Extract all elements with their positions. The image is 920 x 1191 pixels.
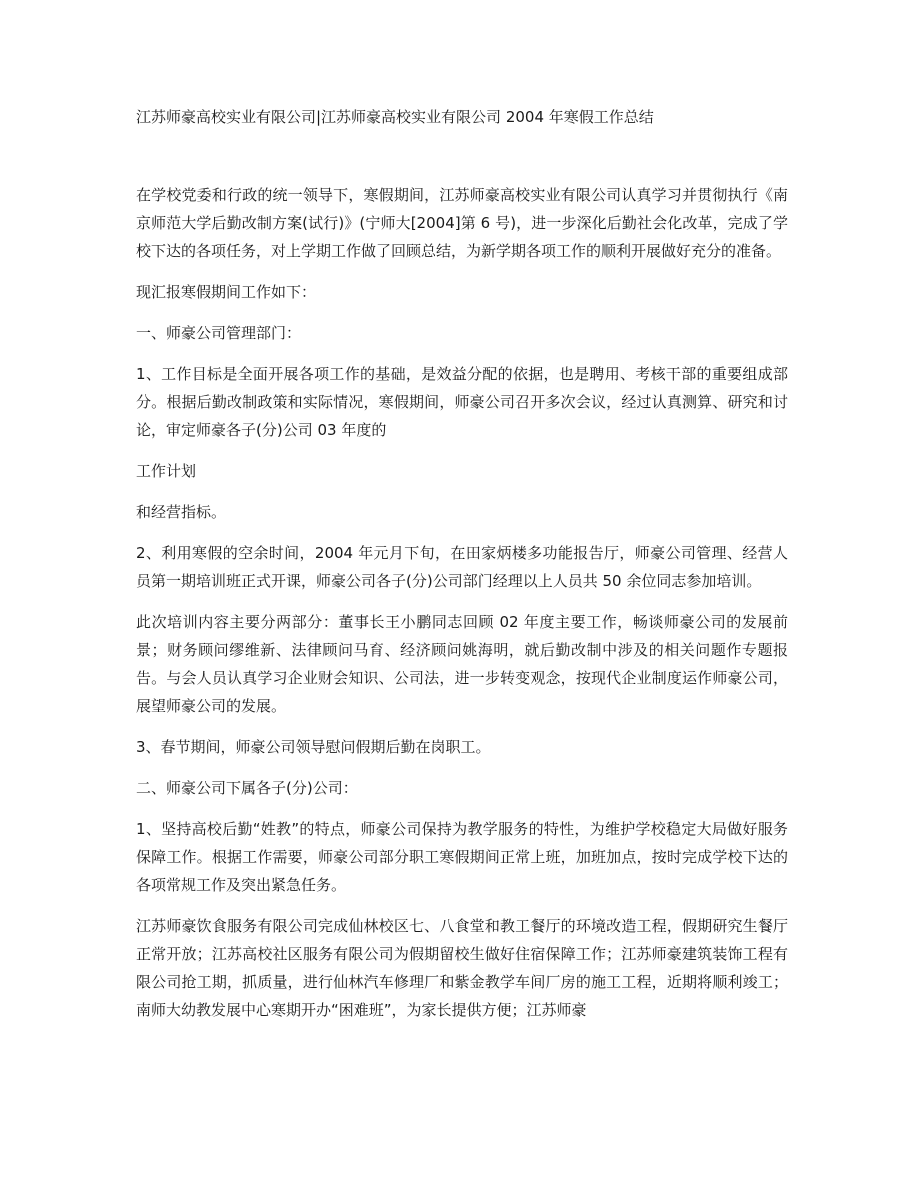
document-title: 江苏师豪高校实业有限公司|江苏师豪高校实业有限公司 2004 年寒假工作总结: [136, 108, 654, 126]
document-body: [136, 181, 788, 1037]
paragraph-subsidiaries-item-1: 1、坚持高校后勤“姓教”的特点，师豪公司保持为教学服务的特性，为维护学校稳定大局做好服务保障工作。根据工作需要，师豪公司部分职工寒假期间正常上班，加班加点，按时完成学校下达的各项常规工作及突出紧急任务。: [136, 820, 788, 894]
paragraph-business-indicators: 和经营指标。: [136, 503, 227, 521]
paragraph-report-lead: 现汇报寒假期间工作如下：: [136, 283, 317, 301]
section-heading-subsidiaries: 二、师豪公司下属各子(分)公司：: [136, 779, 358, 797]
paragraph-intro: 在学校党委和行政的统一领导下，寒假期间，江苏师豪高校实业有限公司认真学习并贯彻执行《南京师范大学后勤改制方案(试行)》(宁师大[2004]第 6 号)，进一步深化后勤社会化改革，完成了学校下达的各项任务，对上学期工作做了回顾总结，为新学期各项工作的顺利开展做好充分的准备。: [136, 186, 788, 260]
paragraph-item-2-training: 2、利用寒假的空余时间，2004 年元月下旬，在田家炳楼多功能报告厅，师豪公司管理、经营人员第一期培训班正式开课，师豪公司各子(分)公司部门经理以上人员共 50 余位同志参加培训。: [136, 544, 788, 590]
section-heading-management: 一、师豪公司管理部门：: [136, 324, 302, 342]
paragraph-item-3-spring-festival: 3、春节期间，师豪公司领导慰问假期后勤在岗职工。: [136, 738, 491, 756]
paragraph-item-1-goals: 1、工作目标是全面开展各项工作的基础，是效益分配的依据，也是聘用、考核干部的重要组成部分。根据后勤改制政策和实际情况，寒假期间，师豪公司召开多次会议，经过认真测算、研究和讨论，审定师豪各子(分)公司 03 年度的: [136, 365, 788, 439]
paragraph-training-content: 此次培训内容主要分两部分：董事长王小鹏同志回顾 02 年度主要工作，畅谈师豪公司的发展前景；财务顾问缪维新、法律顾问马育、经济顾问姚海明，就后勤改制中涉及的相关问题作专题报告。与会人员认真学习企业财会知识、公司法，进一步转变观念，按现代企业制度运作师豪公司，展望师豪公司的发展。: [136, 613, 788, 715]
paragraph-work-plan: 工作计划: [136, 462, 197, 480]
paragraph-subsidiaries-details: 江苏师豪饮食服务有限公司完成仙林校区七、八食堂和教工餐厅的环境改造工程，假期研究生餐厅正常开放；江苏高校社区服务有限公司为假期留校生做好住宿保障工作；江苏师豪建筑装饰工程有限公司抢工期，抓质量，进行仙林汽车修理厂和紫金教学车间厂房的施工工程，近期将顺利竣工；南师大幼教发展中心寒期开办“困难班”，为家长提供方便；江苏师豪: [136, 917, 788, 1019]
